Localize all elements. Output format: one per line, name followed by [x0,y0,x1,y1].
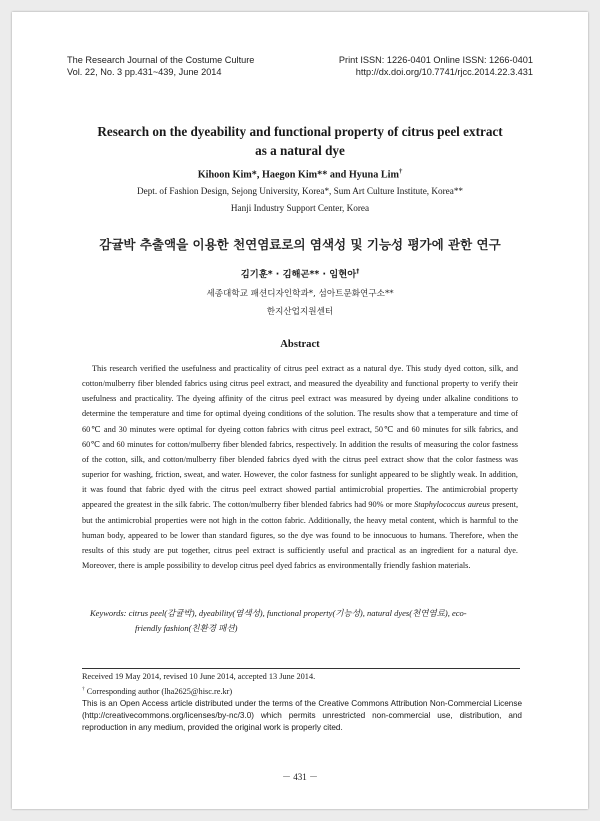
corresponding-author [82,684,522,697]
keywords-label: Keywords: [90,608,127,618]
keywords-list-2: friendly fashion(친환경 패션) [135,623,238,633]
keywords [90,606,520,636]
issn-info [339,55,533,78]
paper-title [60,122,540,160]
authors [60,168,540,180]
korean-title: 감귤박 추출액을 이용한 천연염료로의 염색성 및 기능성 평가에 관한 연구 [99,237,501,252]
keywords-list-1: citrus peel(감귤박), dyeability(염색성), functional property(기능성), natural dyes(천연염료), eco- [128,608,467,618]
abstract-body [82,361,518,573]
abstract-text-2: present, but the antimicrobial properties were not high in the cotton fabric. Additionally, the heavy metal content, which is harmful to the human body, appeared to be lower than standard figures, so the dye was found to be innocuous to humans. Therefore, when the results of this study are put together, citrus peel extract is sufficiently useful and practical as an ingredient for a natural dye. Moreover, there is ample possibility to develop citrus peel dyed fabrics as environmentally friendly fashion materials. [82,500,519,571]
title-line-1: Research on the dyeability and functional property of citrus peel extract [97,124,503,139]
korean-corresponding-mark: † [356,267,360,275]
footnote-divider [82,668,520,669]
korean-affiliation-2: 한지산업지원센터 [266,307,334,317]
abstract-species: Staphylococcus aureus [414,500,490,510]
author-names: Kihoon Kim*, Haegon Kim** and Hyuna Lim [197,169,399,181]
doi-link[interactable]: http://dx.doi.org/10.7741/rjcc.2014.22.3.431 [355,66,533,77]
dagger-mark: † [82,686,85,692]
affiliation-line-1: Dept. of Fashion Design, Sejong University, Korea*, Sum Art Culture Institute, Korea** [136,186,464,196]
issn-text: Print ISSN: 1226-0401 Online ISSN: 1266-0401 [338,55,533,65]
corresponding-author-text: Corresponding author (lha2625@hisc.re.kr) [86,686,233,696]
korean-affiliation-1: 세종대학교 패션디자인학과*, 섬아트문화연구소** [206,289,394,299]
keywords-line-1 [90,606,520,621]
affiliation-line-2: Hanji Industry Support Center, Korea [230,203,370,213]
received-dates: Received 19 May 2014, revised 10 June 2014, accepted 13 June 2014. [82,672,316,681]
korean-author-names: 김기훈* · 김해곤** · 임현아 [240,269,357,280]
abstract-text-1: This research verified the usefulness and practicality of citrus peel extract as a natural dye. This study dyed cotton, silk, and cotton/mulberry fiber blended fabrics using citrus peel extract, and measured the dyeability and functional property to verify their usefulness and practicality. The dyeing affinity of the citrus peel extract was measured by dyeing under alkaline conditions to determine the temperature and time for optimal dyeing conditions of the solution. The results show that a temperature and time of 60℃ and 30 minutes were optimal for dyeing cotton fabrics with citrus peel extract, 50℃ and 60 minutes for silk fabrics, and 60℃ and 60 minutes for cotton/mulberry fiber blended fabrics, respectively. In addition the results of measuring the color fastness of the cotton, silk, and cotton/mulberry fiber blended fabrics dyed with the citrus peel extract show that the color fastness was superior for washing, friction, sweat, and water. However, the color fastness for sunlight appeared to be slightly weak. In addition, it was found that fabric dyed with the citrus peel extract showed partial antimicrobial properties. The antimicrobial property appeared the greatest in the silk fabric. The cotton/mulberry fiber blended fabrics had 90% or more [82,364,518,510]
corresponding-mark: † [398,168,403,175]
abstract-heading: Abstract [280,339,320,350]
journal-info [67,55,254,78]
license-notice: This is an Open Access article distributed under the terms of the Creative Commons Attribution Non-Commercial License (http://creativecommons.org/licenses/by-nc/3.0) which permits unrestricted non-commercial use, distribution, and reproduction in any medium, provided the original work is properly cited. [82,699,522,733]
journal-name: The Research Journal of the Costume Culture [67,55,255,65]
korean-authors [60,266,540,280]
title-line-2: as a natural dye [255,143,345,158]
journal-volume: Vol. 22, No. 3 pp.431~439, June 2014 [67,66,222,77]
page-number: － 431 － [281,772,318,782]
